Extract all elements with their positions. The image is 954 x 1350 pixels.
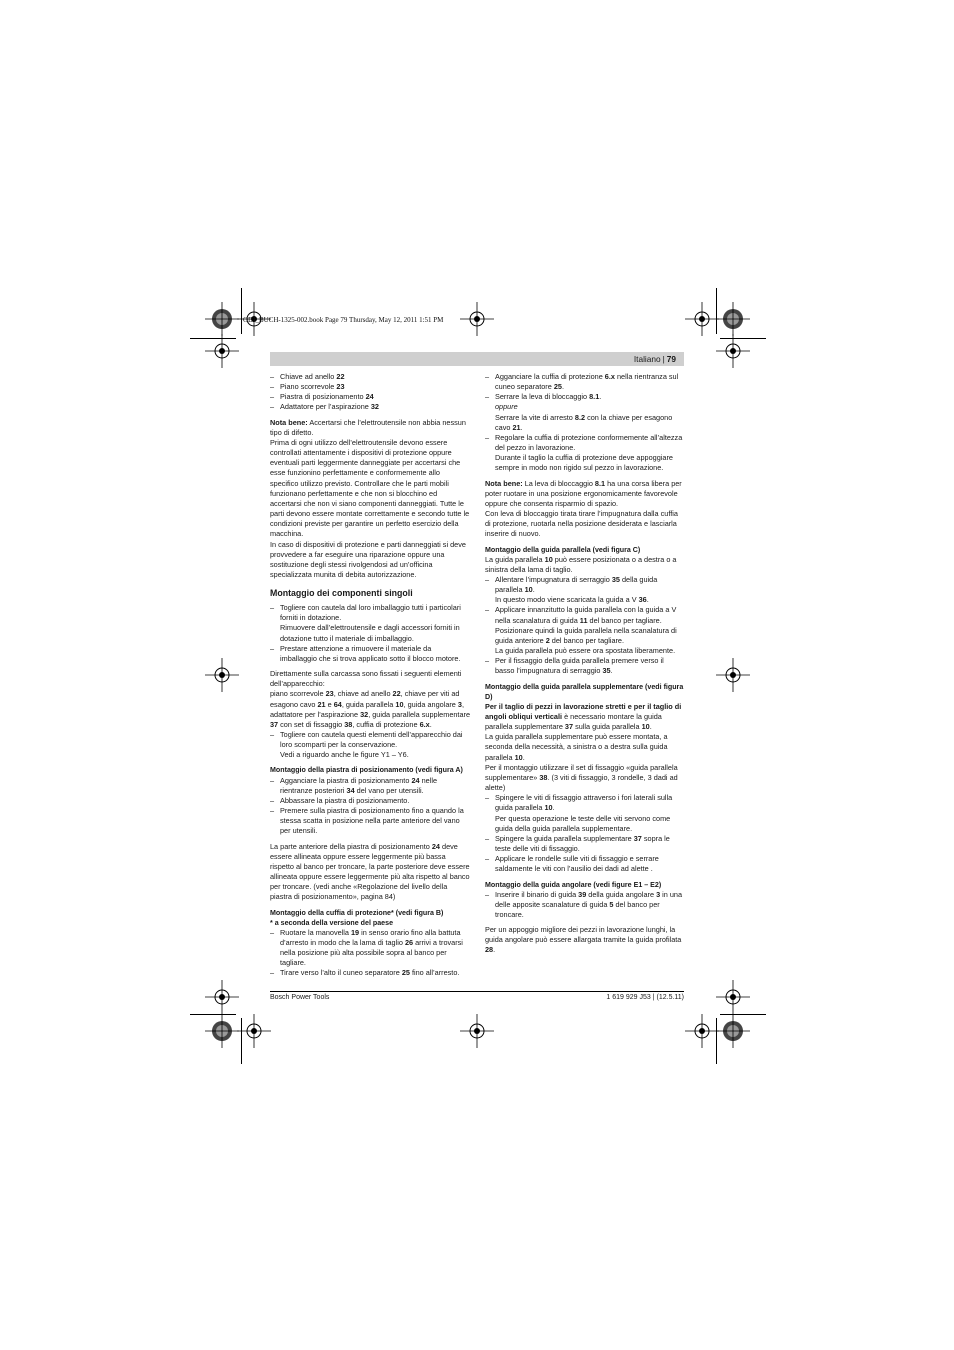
list-item: – Chiave ad anello 22 xyxy=(270,372,470,382)
list-item: – Allentare l’impugnatura di serraggio 35 della guida parallela 10. xyxy=(485,575,685,595)
paragraph: In caso di dispositivi di protezione e parti danneggiati si deve provvedere a far eseguire una riparazione oppure una sostituzione degli stessi rivolgendosi ad un’officina specializzata munita di debita autorizzazione. xyxy=(270,539,466,579)
list-item: – Premere sulla piastra di posizionamento fino a quando la stessa scatta in posizione nella parte anteriore del vano per utensili. xyxy=(270,806,470,836)
registration-target-icon xyxy=(460,302,494,336)
registration-target-icon xyxy=(460,1014,494,1048)
list-item: – Applicare le rondelle sulle viti di fissaggio e serrare saldamente le viti con l’ausilio dei dadi ad alette . xyxy=(485,854,685,874)
list-item: – Tirare verso l’alto il cuneo separatore 25 fino all’arresto. xyxy=(270,968,470,978)
right-column xyxy=(485,372,685,956)
paragraph: La parte anteriore della piastra di posizionamento 24 deve essere allineata oppure essere leggermente più bassa rispetto al banco per troncare, la parte posteriore deve essere allineata oppure essere leggermente più alta rispetto al banco per troncare. (vedi anche «Regolazione del livello della piastra di posizionamento», pagina 84) xyxy=(270,841,470,902)
book-info: OBJ_BUCH-1325-002.book Page 79 Thursday, May 12, 2011 1:51 PM xyxy=(243,316,444,324)
subsection-heading: Montaggio della guida parallela supplementare (vedi figura D) xyxy=(485,682,684,701)
list-item-continuation: In questo modo viene scaricata la guida a V 36. xyxy=(495,595,649,605)
list-item-continuation: Vedi a riguardo anche le figure Y1 – Y6. xyxy=(280,750,409,760)
note-paragraph: Nota bene: La leva di bloccaggio 8.1 ha una corsa libera per poter ruotare in una posizione ergonomicamente favorevole oppure che consenta risparmio di spazio. xyxy=(485,478,682,508)
note-paragraph: Nota bene: Accertarsi che l’elettroutensile non abbia nessun tipo di difetto. xyxy=(270,417,466,437)
list-item: – Applicare innanzitutto la guida parallela con la guida a V nella scanalatura di guida 11 del banco per tagliare. Posizionare quindi la guida parallela nella scanalatura di guida anteriore 2 del banco per tagliare. xyxy=(485,605,685,646)
registration-target-icon xyxy=(716,980,750,1014)
list-item: – Togliere con cautela questi elementi dell’apparecchio dai loro scomparti per la conservazione. xyxy=(270,730,470,750)
registration-target-icon xyxy=(716,658,750,692)
color-wheel-icon xyxy=(716,1014,750,1048)
header-language: Italiano xyxy=(633,354,661,364)
page-number: 79 xyxy=(666,354,676,364)
list-item-continuation: La guida parallela può essere ora spostata liberamente. xyxy=(495,646,676,656)
list-item: – Abbassare la piastra di posizionamento. xyxy=(270,796,470,806)
list-item-continuation: Serrare la vite di arresto 8.2 con la chiave per esagono cavo 21. xyxy=(495,412,673,432)
list-item-continuation: Per questa operazione le teste delle viti servono come guida della guida parallela supplementare. xyxy=(495,813,671,833)
registration-target-icon xyxy=(205,658,239,692)
page-header xyxy=(270,352,684,366)
footer-brand: Bosch Power Tools xyxy=(270,994,330,1001)
page-header-text xyxy=(634,354,676,364)
list-item-continuation: oppure xyxy=(495,402,518,412)
list-item: – Inserire il binario di guida 39 della guida angolare 3 in una delle apposite scanalature di guida 5 del banco per troncare. xyxy=(485,890,685,920)
paragraph: Per un appoggio migliore dei pezzi in lavorazione lunghi, la guida angolare può essere allargata tramite la guida profilata 28. xyxy=(485,925,682,955)
paragraph: piano scorrevole 23, chiave ad anello 22, chiave per viti ad esagono cavo 21 e 64, guida parallela 10, guida angolare 3, adattatore per l’aspirazione 32, guida parallela supplementare 37 con set di fissaggio 38, cuffia di protezione 6.x. xyxy=(270,689,471,729)
subsection-heading: Montaggio della guida angolare (vedi figure E1 – E2) xyxy=(485,880,662,889)
list-item: – Adattatore per l’aspirazione 32 xyxy=(270,402,470,412)
list-item: – Piastra di posizionamento 24 xyxy=(270,392,470,402)
paragraph: La guida parallela supplementare può essere montata, a seconda della necessità, a sinistra o a destra sulla guida parallela 10. xyxy=(485,732,668,762)
header-separator: | xyxy=(662,354,665,364)
list-item-continuation: Rimuovere dall’elettroutensile e dagli accessori forniti in dotazione tutto il materiale di imballaggio. xyxy=(280,623,460,643)
paragraph: La guida parallela 10 può essere posizionata o a destra o a sinistra della lama di taglio. xyxy=(485,554,677,574)
paragraph: Per il montaggio utilizzare il set di fissaggio «guida parallela supplementare» 38. (3 viti di fissaggio, 3 rondelle, 3 dadi ad alette) xyxy=(485,762,678,793)
color-wheel-icon xyxy=(205,302,239,336)
subsection-heading: Montaggio della cuffia di protezione* (vedi figura B) xyxy=(270,908,444,917)
list-item: – Regolare la cuffia di protezione conformemente all’altezza del pezzo in lavorazione. xyxy=(485,433,685,453)
paragraph: Per il taglio di pezzi in lavorazione stretti e per il taglio di angoli obliqui verticali è necessario montare la guida parallela supplementare 37 sulla guida parallela 10. xyxy=(485,701,682,732)
paragraph: Prima di ogni utilizzo dell’elettroutensile devono essere controllati attentamente i dispositivi di protezione oppure eventuali parti leggermente danneggiate per accertarsi che esse funzionino perfettamente e conformemente allo specifico utilizzo previsto. Controllare che le parti mobili funzionano perfettamente e che non si blocchino ed accertarsi che non vi siano componenti danneggiati. Tutte le parti devono essere montate correttamente e secondo tutte le condizioni previste per garantire un perfetto esercizio della macchina. xyxy=(270,437,470,539)
subsection-note: * a seconda della versione del paese xyxy=(270,918,394,927)
registration-target-icon xyxy=(237,1014,271,1048)
registration-target-icon xyxy=(205,334,239,368)
registration-target-icon xyxy=(685,1014,719,1048)
left-column xyxy=(270,372,470,979)
color-wheel-icon xyxy=(716,302,750,336)
paragraph: Con leva di bloccaggio tirata tirare l’impugnatura dalla cuffia di protezione, ruotarla nella posizione desiderata e lasciarla inserire di nuovo. xyxy=(485,509,678,539)
list-item: – Togliere con cautela dal loro imballaggio tutti i particolari forniti in dotazione. xyxy=(270,603,470,623)
section-heading: Montaggio dei componenti singoli xyxy=(270,588,413,599)
subsection-heading: Montaggio della piastra di posizionamento (vedi figura A) xyxy=(270,766,463,775)
paragraph: Direttamente sulla carcassa sono fissati i seguenti elementi dell’apparecchio: xyxy=(270,669,462,689)
list-item-continuation: Durante il taglio la cuffia di protezione deve appoggiare sempre in modo non rigido sul pezzo in lavorazione. xyxy=(495,453,673,473)
registration-target-icon xyxy=(205,980,239,1014)
list-item: – Agganciare la cuffia di protezione 6.x nella rientranza sul cuneo separatore 25. xyxy=(485,372,685,392)
registration-target-icon xyxy=(716,334,750,368)
color-wheel-icon xyxy=(205,1014,239,1048)
registration-target-icon xyxy=(685,302,719,336)
list-item: – Prestare attenzione a rimuovere il materiale da imballaggio che si trova applicato sotto il blocco motore. xyxy=(270,644,470,664)
footer-doc-code: 1 619 929 J53 | (12.5.11) xyxy=(606,994,684,1001)
subsection-heading: Montaggio della guida parallela (vedi figura C) xyxy=(485,545,641,554)
list-item: – Spingere la guida parallela supplementare 37 sopra le teste delle viti di fissaggio. xyxy=(485,834,685,854)
list-item: – Spingere le viti di fissaggio attraverso i fori laterali sulla guida parallela 10. xyxy=(485,793,685,813)
list-item: – Ruotare la manovella 19 in senso orario fino alla battuta d’arresto in modo che la lama di taglio 26 arrivi a trovarsi nella posizione più alta possibile sopra al banco per tagliare. xyxy=(270,928,470,969)
list-item: – Agganciare la piastra di posizionamento 24 nelle rientranze posteriori 34 del vano per utensili. xyxy=(270,776,470,796)
list-item: – Serrare la leva di bloccaggio 8.1. xyxy=(485,392,685,402)
footer-rule xyxy=(270,991,684,992)
list-item: – Piano scorrevole 23 xyxy=(270,382,470,392)
list-item: – Per il fissaggio della guida parallela premere verso il basso l’impugnatura di serraggio 35. xyxy=(485,656,685,676)
